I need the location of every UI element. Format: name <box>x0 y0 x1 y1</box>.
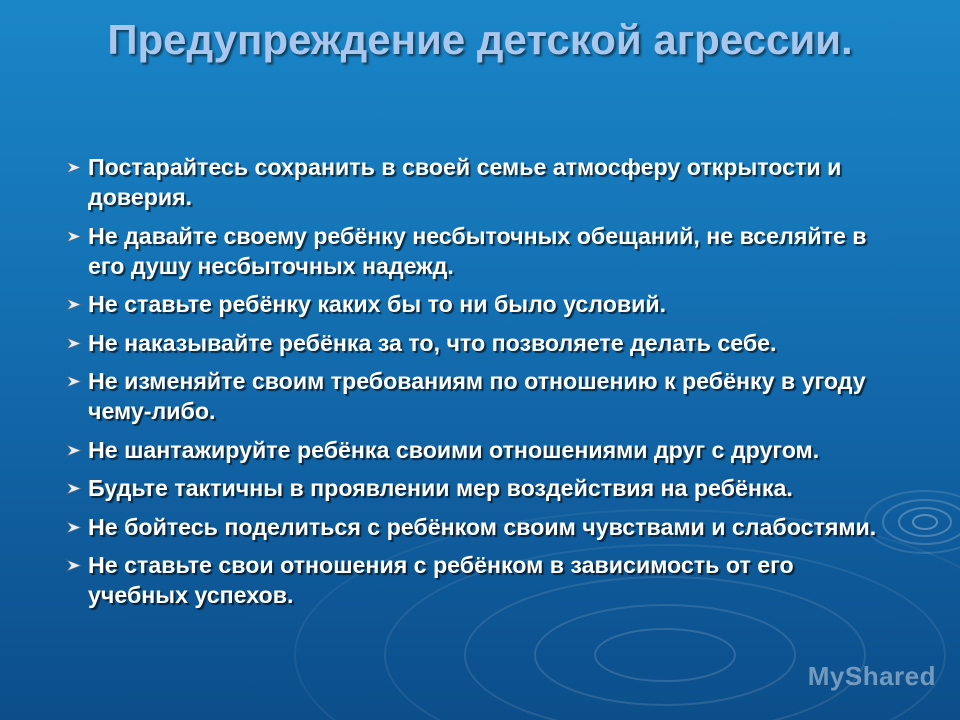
bullet-text: Постарайтесь сохранить в своей семье атмосферу открытости и доверия. <box>88 154 842 210</box>
bullet-text: Не ставьте ребёнку каких бы то ни было условий. <box>88 291 667 317</box>
bullet-list <box>48 152 898 619</box>
arrowhead-bullet-icon <box>66 337 82 350</box>
watermark-logo: MyShared <box>807 661 936 691</box>
bullet-text: Будьте тактичны в проявлении мер воздействия на ребёнка. <box>88 475 793 501</box>
bullet-item <box>48 512 898 542</box>
arrowhead-bullet-icon <box>66 521 82 534</box>
bullet-item <box>48 550 898 610</box>
bullet-item <box>48 221 898 281</box>
arrowhead-bullet-icon <box>66 444 82 457</box>
arrowhead-bullet-icon <box>66 375 82 388</box>
bullet-item <box>48 328 898 358</box>
bullet-text: Не бойтесь поделиться с ребёнком своим чувствами и слабостями. <box>88 513 877 540</box>
bullet-item <box>48 366 898 426</box>
bullet-item <box>48 289 898 319</box>
bullet-item <box>48 435 898 465</box>
arrowhead-bullet-icon <box>66 482 82 495</box>
bullet-text: Не шантажируйте ребёнка своими отношениями друг с другом. <box>88 436 820 463</box>
arrowhead-bullet-icon <box>66 559 82 572</box>
bullet-text: Не наказывайте ребёнка за то, что позволяете делать себе. <box>88 329 777 356</box>
bullet-text: Не изменяйте своим требованиям по отношению к ребёнку в угоду чему-либо. <box>88 368 866 424</box>
bullet-text: Не ставьте свои отношения с ребёнком в зависимость от его учебных успехов. <box>88 552 794 608</box>
arrowhead-bullet-icon <box>66 230 82 243</box>
bullet-item <box>48 473 898 503</box>
arrowhead-bullet-icon <box>66 161 82 174</box>
arrowhead-bullet-icon <box>66 298 82 311</box>
bullet-item <box>48 152 898 212</box>
bullet-text: Не давайте своему ребёнку несбыточных обещаний, не вселяйте в его душу несбыточных надежд. <box>88 222 867 279</box>
slide-title: Предупреждение детской агрессии. <box>107 16 853 63</box>
